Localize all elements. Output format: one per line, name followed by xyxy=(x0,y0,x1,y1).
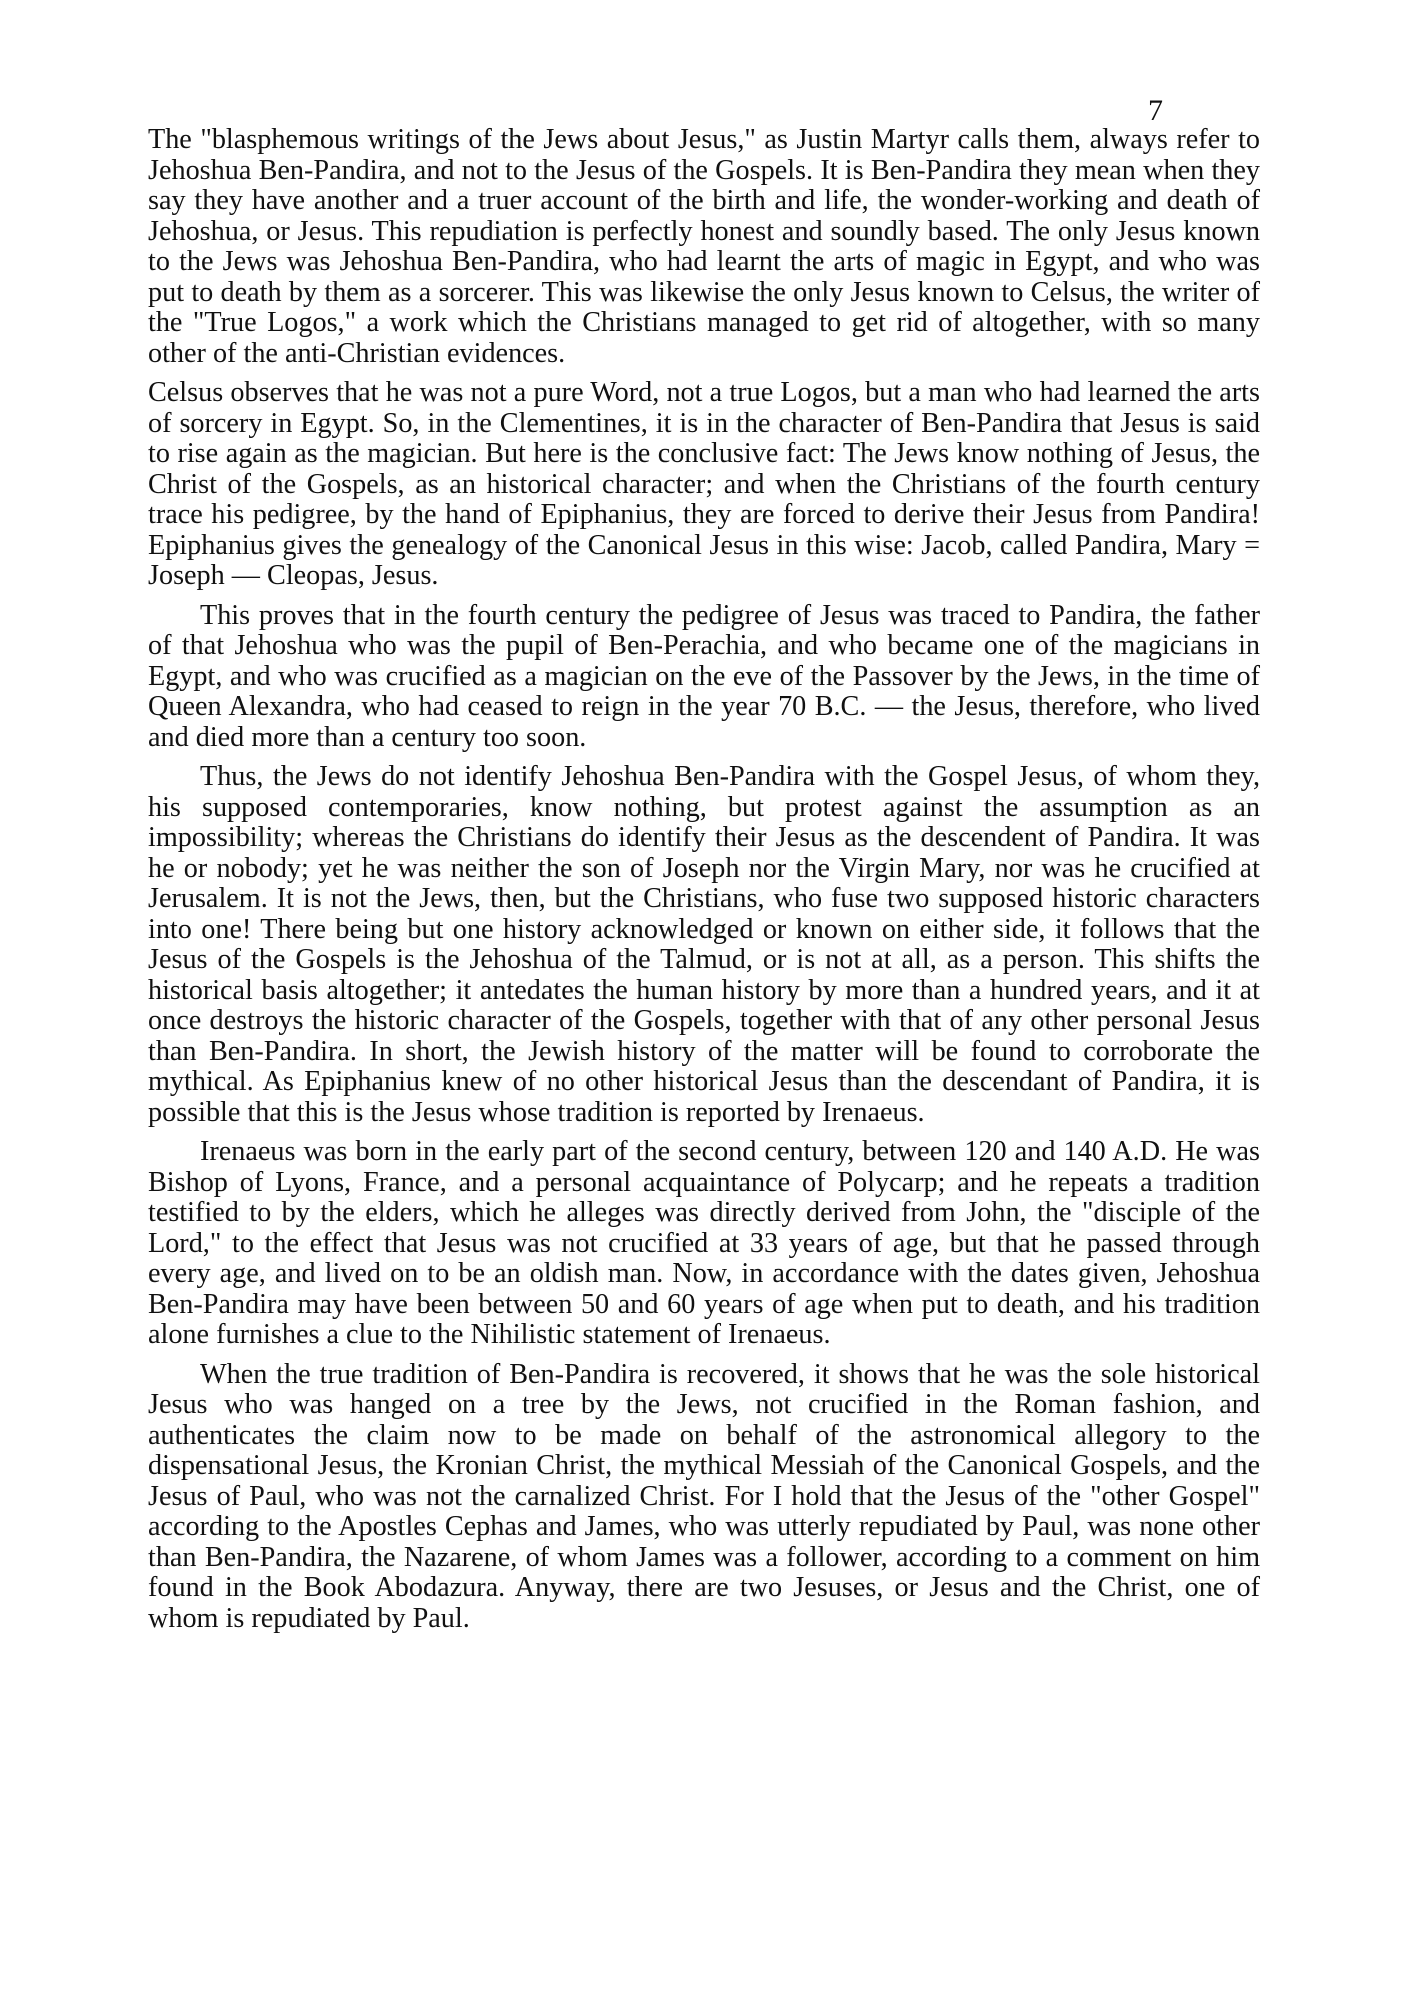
paragraph-5: Irenaeus was born in the early part of the second century, between 120 and 140 A.D. He was Bishop of Lyons, France, and a personal acquaintance of Polycarp; and he repeats a tradition testified to by the elders, which he alleges was directly derived from John, the "disciple of the Lord," to the effect that Jesus was not crucified at 33 years of age, but that he passed through every age, and lived on to be an oldish man. Now, in accordance with the dates given, Jehoshua Ben-Pandira may have been between 50 and 60 years of age when put to death, and his tradition alone furnishes a clue to the Nihilistic statement of Irenaeus. xyxy=(148,1136,1260,1350)
body-text xyxy=(148,125,1260,1643)
paragraph-6: When the true tradition of Ben-Pandira is recovered, it shows that he was the sole historical Jesus who was hanged on a tree by the Jews, not crucified in the Roman fashion, and authenticates the claim now to be made on behalf of the astronomical allegory to the dispensational Jesus, the Kronian Christ, the mythical Messiah of the Canonical Gospels, and the Jesus of Paul, who was not the carnalized Christ. For I hold that the Jesus of the "other Gospel" according to the Apostles Cephas and James, who was utterly repudiated by Paul, was none other than Ben-Pandira, the Nazarene, of whom James was a follower, according to a comment on him found in the Book Abodazura. Anyway, there are two Jesuses, or Jesus and the Christ, one of whom is repudiated by Paul. xyxy=(148,1358,1260,1634)
page-number: 7 xyxy=(1148,94,1163,127)
paragraph-4: Thus, the Jews do not identify Jehoshua Ben-Pandira with the Gospel Jesus, of whom they, his supposed contemporaries, know nothing, but protest against the assumption as an impossibility; whereas the Christians do identify their Jesus as the descendent of Pandira. It was he or nobody; yet he was neither the son of Joseph nor the Virgin Mary, nor was he crucified at Jerusalem. It is not the Jews, then, but the Christians, who fuse two supposed historic characters into one! There being but one history acknowledged or known on either side, it follows that the Jesus of the Gospels is the Jehoshua of the Talmud, or is not at all, as a person. This shifts the historical basis altogether; it antedates the human history by more than a hundred years, and it at once destroys the historic character of the Gospels, together with that of any other personal Jesus than Ben-Pandira. In short, the Jewish history of the matter will be found to corroborate the mythical. As Epiphanius knew of no other historical Jesus than the descendant of Pandira, it is possible that this is the Jesus whose tradition is reported by Irenaeus. xyxy=(148,761,1260,1128)
paragraph-1: The "blasphemous writings of the Jews about Jesus," as Justin Martyr calls them, always refer to Jehoshua Ben-Pandira, and not to the Jesus of the Gospels. It is Ben-Pandira they mean when they say they have another and a truer account of the birth and life, the wonder-working and death of Jehoshua, or Jesus. This repudiation is perfectly honest and soundly based. The only Jesus known to the Jews was Jehoshua Ben-Pandira, who had learnt the arts of magic in Egypt, and who was put to death by them as a sorcerer. This was likewise the only Jesus known to Celsus, the writer of the "True Logos," a work which the Christians managed to get rid of altogether, with so many other of the anti-Christian evidences. xyxy=(148,124,1260,369)
paragraph-3: This proves that in the fourth century the pedigree of Jesus was traced to Pandira, the father of that Jehoshua who was the pupil of Ben-Perachia, and who became one of the magicians in Egypt, and who was crucified as a magician on the eve of the Passover by the Jews, in the time of Queen Alexandra, who had ceased to reign in the year 70 B.C. — the Jesus, therefore, who lived and died more than a century too soon. xyxy=(148,599,1260,753)
paragraph-2: Celsus observes that he was not a pure Word, not a true Logos, but a man who had learned the arts of sorcery in Egypt. So, in the Clementines, it is in the character of Ben-Pandira that Jesus is said to rise again as the magician. But here is the conclusive fact: The Jews know nothing of Jesus, the Christ of the Gospels, as an historical character; and when the Christians of the fourth century trace his pedigree, by the hand of Epiphanius, they are forced to derive their Jesus from Pandira! Epiphanius gives the genealogy of the Canonical Jesus in this wise: Jacob, called Pandira, Mary = Joseph — Cleopas, Jesus. xyxy=(148,377,1260,591)
